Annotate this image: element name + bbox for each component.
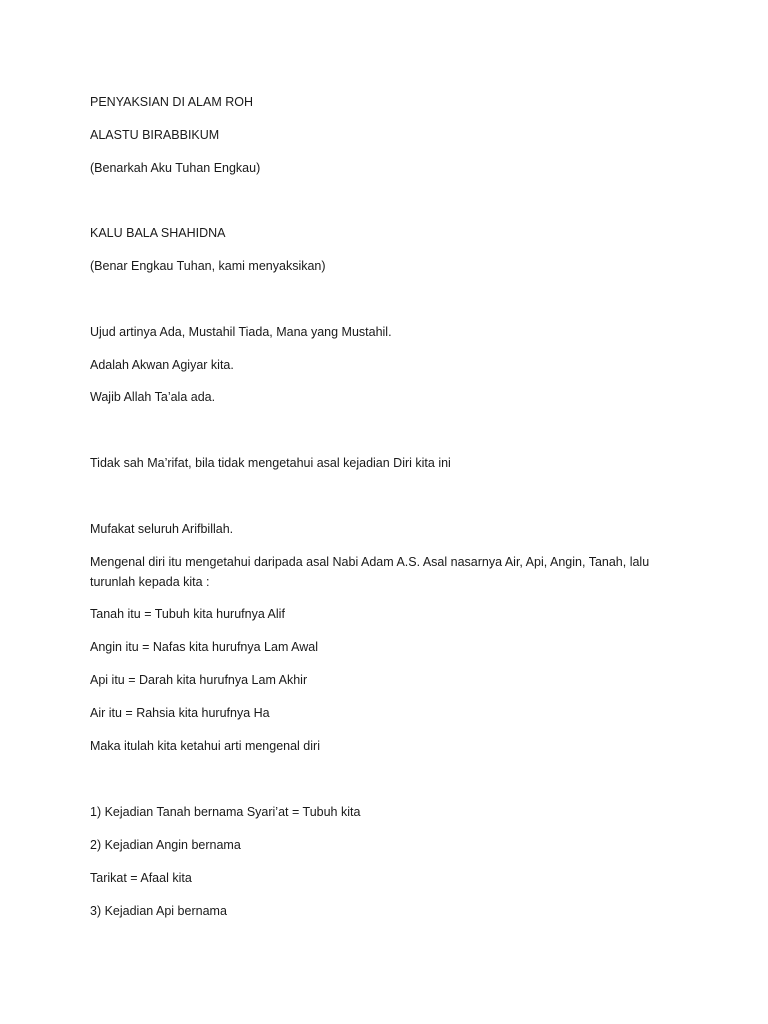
document-heading: KALU BALA SHAHIDNA [90,226,226,240]
document-line: Ujud artinya Ada, Mustahil Tiada, Mana yang Mustahil. [90,325,392,339]
document-line: Mengenal diri itu mengetahui daripada asal Nabi Adam A.S. Asal nasarnya Air, Api, Angin, Tanah, lalu [90,555,650,569]
document-line: Maka itulah kita ketahui arti mengenal diri [90,739,320,753]
document-line: Air itu = Rahsia kita hurufnya Ha [90,706,270,720]
document-line: Mufakat seluruh Arifbillah. [90,522,234,536]
document-line: (Benar Engkau Tuhan, kami menyaksikan) [90,259,326,273]
document-line: turunlah kepada kita : [90,575,210,589]
document-line: Tidak sah Ma’rifat, bila tidak mengetahui asal kejadian Diri kita ini [90,456,451,470]
document-title: PENYAKSIAN DI ALAM ROH [90,95,254,109]
document-line: Wajib Allah Ta’ala ada. [90,390,216,404]
document-line: Tanah itu = Tubuh kita hurufnya Alif [90,607,285,621]
document-list-item: 2) Kejadian Angin bernama [90,838,241,852]
document-line: Angin itu = Nafas kita hurufnya Lam Awal [90,640,319,654]
document-subtitle: ALASTU BIRABBIKUM [90,128,220,142]
document-line: (Benarkah Aku Tuhan Engkau) [90,161,261,175]
document-list-item: 1) Kejadian Tanah bernama Syari’at = Tubuh kita [90,805,361,819]
document-line: Api itu = Darah kita hurufnya Lam Akhir [90,673,308,687]
document-line: Adalah Akwan Agiyar kita. [90,358,234,372]
document-list-item: 3) Kejadian Api bernama [90,904,227,918]
document-line: Tarikat = Afaal kita [90,871,192,885]
